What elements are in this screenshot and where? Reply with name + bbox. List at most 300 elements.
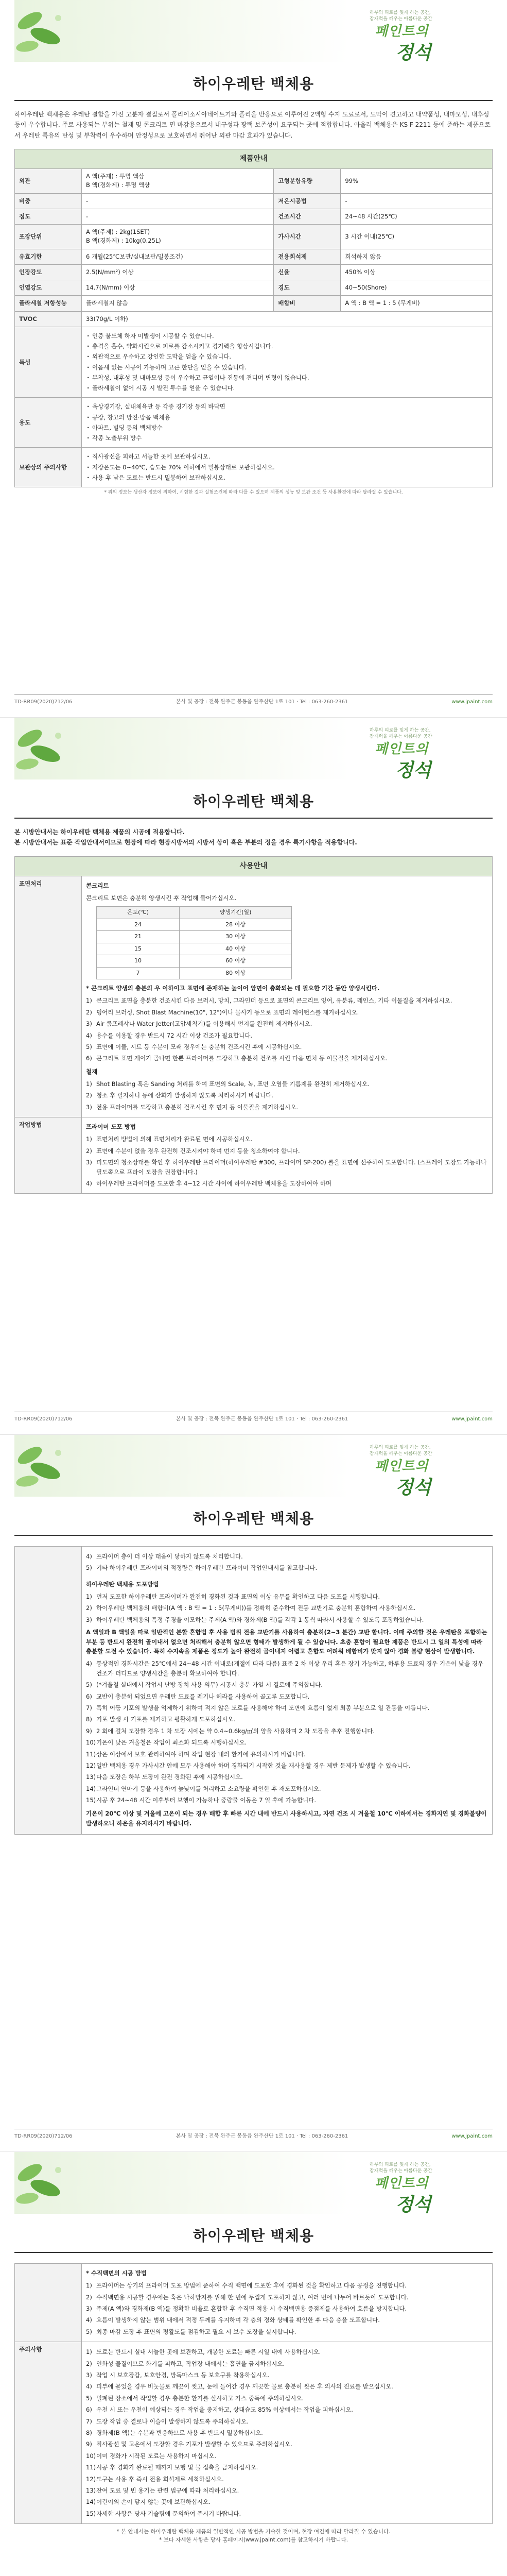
item-text: 도구는 사용 후 즉시 전용 희석제로 세척하십시오. [96, 2475, 224, 2483]
list-item [86, 2304, 488, 2313]
feature-cell [82, 327, 493, 398]
item-number: 14) [86, 1785, 96, 1792]
caution-cell [82, 2342, 493, 2524]
item-number: 11) [86, 2464, 96, 2471]
brand-taglines [370, 728, 432, 740]
table-row [15, 327, 493, 398]
item-number: 1) [86, 2348, 92, 2356]
list-item [86, 2293, 488, 2302]
list-item [86, 1031, 488, 1040]
table-row [15, 2264, 493, 2342]
item-text: 하이우레탄 프라이머를 도포한 후 4~12 시간 사이에 하이우레탄 백체용을 도장하여야 하며 [96, 1179, 331, 1187]
item-number: 8) [86, 2429, 92, 2436]
item-number: 2) [86, 1147, 92, 1155]
tagline-1: 하루의 피로를 잊게 하는 공간, [370, 2162, 431, 2167]
list-item [86, 1761, 488, 1770]
curing-days: 30 이상 [180, 931, 292, 943]
page-footer [14, 2129, 493, 2140]
curing-days: 28 이상 [180, 919, 292, 931]
item-text: 통상적인 경화시간은 25℃에서 24~48 시간 이내로(계절에 따라 다름) 표준 2 차 이상 우리 혹은 장기 가능하고, 하루용 도료의 경우 기온이 낮을 경우 건조가 더디므로 양생시간을 충분히 확보하여야 합니다. [96, 1660, 483, 1677]
tagline-1: 하루의 피로를 잊게 하는 공간, [370, 728, 431, 733]
vertical-method-title: * 수직백면의 시공 방법 [86, 2269, 147, 2277]
header-banner [14, 1435, 493, 1497]
header-banner [14, 0, 493, 62]
footer-code: TD-RR09(2020)712/06 [14, 2133, 73, 2139]
list-item: · 부착성, 내후성 및 내마모성 등이 우수하고 균열이나 진동에 견디며 변형이 없습니다. [86, 374, 488, 382]
curing-temp: 7 [97, 967, 180, 979]
brand-logo [375, 2174, 431, 2214]
list-item [86, 2486, 488, 2495]
vertical-method-cell [82, 2264, 493, 2342]
table-row [97, 931, 292, 943]
item-number: 1) [86, 1593, 92, 1601]
footer-code: TD-RR09(2020)712/06 [14, 699, 73, 705]
feature-label: 특성 [15, 327, 82, 398]
item-number: 12) [86, 1761, 96, 1769]
coat-steps [86, 1592, 488, 1624]
document-title: 하이우레탄 백체용 [14, 791, 493, 819]
final-notes [14, 2528, 493, 2545]
list-item [86, 1079, 488, 1089]
list-item [86, 1680, 488, 1689]
table-row [15, 225, 493, 249]
item-text: 작업 시 보호장갑, 보호안경, 방독마스크 등 보호구를 착용하십시오. [96, 2371, 270, 2379]
item-text: 먼저 도포한 하이우레탄 프라이머가 완전히 경화된 것과 표면의 이상 유무를 확인하고 다음 도포를 시행합니다. [96, 1593, 380, 1601]
tagline-1: 하루의 피로를 잊게 하는 공간, [370, 10, 431, 15]
item-number: 3) [86, 1020, 92, 1028]
spec-label: 건조시간 [274, 209, 341, 224]
page-1 [0, 0, 507, 717]
list-item: · 저장온도는 0~40℃, 습도는 70% 이하에서 밀봉상태로 보관하십시오. [86, 463, 488, 472]
primer-steps [86, 1134, 488, 1188]
list-item: · 이음새 없는 시공이 가능하며 고른 한단을 얻을 수 있습니다. [86, 363, 488, 372]
item-number: 3) [86, 2305, 92, 2313]
item-text: 직사광선 및 고온에서 도장할 경우 기포가 발생할 수 있으므로 주의하십시오. [96, 2441, 292, 2448]
tagline-2: 잠재력을 깨우는 아름다운 공간 [370, 2168, 432, 2174]
item-number: 10) [86, 1739, 96, 1747]
table-row [15, 1547, 493, 1835]
item-number: 15) [86, 1797, 96, 1804]
spec-label: 외관 [15, 169, 82, 194]
item-number: 12) [86, 2475, 96, 2483]
item-number: 6) [86, 1692, 92, 1700]
curing-temp: 15 [97, 943, 180, 955]
item-number: 2) [86, 1604, 92, 1612]
list-item [86, 1146, 488, 1156]
item-text: (*겨울철 실내에서 작업시 난방 장치 사용 의무) 시공시 충분 가열 시 결로에 주의합니다. [96, 1681, 323, 1689]
table-row [97, 943, 292, 955]
list-item [86, 1008, 488, 1017]
item-text: 프라이머 층이 더 이상 태움이 닿하지 않도록 처리합니다. [96, 1553, 243, 1560]
work-method-cell [82, 1117, 493, 1194]
spec-value: 99% [341, 169, 493, 194]
item-text: 밀폐된 장소에서 작업할 경우 충분한 환기를 실시하고 가스 중독에 주의하십시오. [96, 2394, 304, 2402]
table-row [15, 448, 493, 487]
spec-label: 고형분함유량 [274, 169, 341, 194]
coat-steps-2 [86, 1659, 488, 1759]
item-text: 특히 어둠 기포의 발생을 억제하기 위하여 적지 않은 도료를 사용해야 하며 도면에 흐름이 없게 최종 부분으로 일 관통을 이룹니다. [96, 1704, 430, 1711]
tvoc-label: TVOC [15, 311, 82, 327]
item-text: 프라이머는 상기의 프라이머 도포 방법에 준하여 수직 백면에 도포한 후에 경화된 것을 확인하고 다음 공정을 진행합니다. [96, 2282, 407, 2290]
list-item [86, 2370, 488, 2380]
spec-label: 신율 [274, 264, 341, 280]
curing-head-days: 양생기간(일) [180, 907, 292, 919]
item-number: 4) [86, 1660, 92, 1668]
item-number: 13) [86, 1773, 96, 1781]
item-text: 콘크리트 표면 게이가 골나면 한뿐 프라이머를 도장하고 충분히 건조를 시킨 다음 면처 등 이물질을 제거하십시오. [96, 1055, 388, 1062]
spec-value: 2.5(N/mm²) 이상 [82, 264, 274, 280]
list-item [86, 1692, 488, 1701]
tagline-2: 잠재력을 깨우는 아름다운 공간 [370, 16, 432, 22]
document-title: 하이우레탄 백체용 [14, 73, 493, 101]
item-text: Shot Blasting 혹은 Sanding 처리를 하여 표면의 Scale, 녹, 표면 오염물 기름제를 완전히 제거하십시오. [96, 1080, 370, 1088]
item-text: 피도면의 청소상태를 확인 후 하이우레탄 프라이머(하이우레탄 #300, 프라이머 SP-200) 롤을 표면에 선주하여 도포합니다. (스프레이 도장도 가능하나 필도쪽으로 프라이 도장을 권장합니다.) [96, 1159, 487, 1176]
spec-value: 450% 이상 [341, 264, 493, 280]
spec-label: 인장강도 [15, 264, 82, 280]
spec-value: 40~50(Shore) [341, 280, 493, 296]
item-text: 하이우레탄 백체용의 특정 주경을 이모하는 주제(A 액)와 경화제(B 액)를 각각 1 통씩 따라서 사용할 수 있도록 포장하였습니다. [96, 1616, 424, 1623]
feature-list [86, 332, 488, 393]
footer-url[interactable]: www.jpaint.com [451, 699, 493, 705]
item-number: 5) [86, 1681, 92, 1689]
page-2 [0, 717, 507, 1434]
footer-url[interactable]: www.jpaint.com [451, 1416, 493, 1422]
list-item: · 공장, 창고의 방진·방음 백체용 [86, 413, 488, 422]
curing-temp: 24 [97, 919, 180, 931]
item-text: Air 콤프레샤나 Water Jetter(고압세척기)를 이용해서 먼지를 완전히 제거하십시오. [96, 1020, 312, 1028]
item-text: 덩어리 브러싱, Shot Blast Machine(10", 12")이나 물사기 등으로 표면의 레이턴스를 제거하십시오. [96, 1008, 359, 1016]
item-text: 기온이 낮은 겨울철은 작업이 최소화 되도록 시행하십시오. [96, 1739, 247, 1747]
leaf-decoration-icon [14, 1435, 76, 1497]
storage-list [86, 452, 488, 482]
item-number: 3) [86, 2371, 92, 2379]
list-item [86, 1042, 488, 1052]
list-item [86, 2359, 488, 2368]
brand-taglines [370, 10, 432, 22]
item-number: 5) [86, 2328, 92, 2335]
item-number: 11) [86, 1750, 96, 1758]
table-row [97, 967, 292, 979]
item-number: 6) [86, 2406, 92, 2414]
item-number: 13) [86, 2486, 96, 2494]
caution-steps [86, 2347, 488, 2518]
logo-line-1: 페인트의 [375, 1459, 429, 1474]
logo-line-2: 정석 [395, 1477, 431, 1497]
list-item [86, 1091, 488, 1100]
leaf-decoration-icon [14, 0, 76, 62]
table-row [15, 280, 493, 296]
item-number: 3) [86, 1103, 92, 1111]
list-item [86, 1158, 488, 1177]
list-item [86, 1772, 488, 1782]
list-item [86, 2428, 488, 2437]
coat-steps-3 [86, 1761, 488, 1805]
footer-address: 본사 및 공장 : 전북 완주군 봉동읍 완주산단 1로 101 · Tel : 063-260-2361 [176, 2133, 348, 2139]
list-item [86, 1563, 488, 1572]
logo-line-2: 정석 [395, 42, 431, 62]
item-number: 4) [86, 1553, 92, 1560]
usage-table-wrap [14, 856, 493, 1194]
logo-line-1: 페인트의 [375, 2176, 429, 2191]
item-text: 도장 작업 중 결로나 이슬이 발생하지 않도록 주의하십시오. [96, 2417, 249, 2425]
spec-value: 6 개월(25℃보관/실내보관/밀봉조건) [82, 249, 274, 264]
item-number: 4) [86, 1031, 92, 1039]
list-item [86, 1134, 488, 1144]
list-item [86, 2382, 488, 2391]
list-item [86, 2405, 488, 2414]
header-banner [14, 2152, 493, 2214]
item-text: 교반이 충분히 되었으면 우레탄 도료를 레기나 헤라를 사용하여 골고루 도포합니다. [96, 1692, 310, 1700]
surface-prep-cell [82, 876, 493, 1117]
spec-label: 비중 [15, 193, 82, 209]
item-text: 청소 후 필지하니 등에 산화가 발생하지 않도록 처리하시기 바랍니다. [96, 1092, 273, 1099]
item-text: 전용 프라이머를 도장하고 충분히 건조시킨 후 먼지 등 이물질을 제거하십시오. [96, 1103, 299, 1111]
logo-line-1: 페인트의 [375, 741, 429, 757]
item-text: 주제(A 액)와 경화제(B 액)를 정확한 비율로 혼합한 후 수직면 적용 시 수직백면용 증점제를 사용하여 흐름을 방지합니다. [96, 2305, 407, 2313]
continued-table [14, 1546, 493, 1835]
curing-head-temp: 온도(℃) [97, 907, 180, 919]
p4-table [14, 2263, 493, 2524]
item-number: 2) [86, 2293, 92, 2301]
list-item [86, 2439, 488, 2449]
list-item [86, 1795, 488, 1805]
item-number: 2) [86, 1092, 92, 1099]
item-number: 4) [86, 2383, 92, 2391]
item-text: 잔여 도료 및 빈 용기는 관련 법규에 따라 처리하십시오. [96, 2486, 239, 2494]
table-row [15, 193, 493, 209]
item-text: 표면에 이물, 시트 등 수분이 모래 경우에는 충분히 건조시킨 후에 시공하십시오. [96, 1043, 302, 1050]
list-item [86, 1615, 488, 1624]
list-item [86, 2463, 488, 2472]
spec-value: A 액(주제) : 2kg(1SET) B 액(경화제) : 10kg(0.25L) [82, 225, 274, 249]
continued-cell [82, 1547, 493, 1835]
spec-label: 인열강도 [15, 280, 82, 296]
storage-cell [82, 448, 493, 487]
footer-url[interactable]: www.jpaint.com [451, 2133, 493, 2139]
concrete-intro: 콘크리트 보면은 충분히 양생시킨 후 작업해 들어가십시오. [86, 894, 237, 902]
table-row [15, 876, 493, 1117]
table-row [97, 919, 292, 931]
list-item: · 사용 후 남은 도료는 반드시 밀봉하여 보관하십시오. [86, 473, 488, 482]
continued-label-cell [15, 1547, 82, 1835]
usage-cell [82, 398, 493, 448]
page-4 [0, 2151, 507, 2576]
list-item: · 옥상경기장, 실내체육관 등 각종 경기장 등의 바닥면 [86, 402, 488, 411]
spec-table-wrap [14, 149, 493, 497]
item-number: 9) [86, 2441, 92, 2448]
item-text: 상온 이상에서 보호 관리하여야 하며 작업 현장 내의 환기에 유의하시기 바랍니다. [96, 1750, 306, 1758]
list-item [86, 2497, 488, 2506]
list-item: · 각종 노출부위 방수 [86, 434, 488, 443]
item-text: 시공 후 24~48 시간 이후부터 보행이 가능하나 중량물 이동은 7 일 후에 가능합니다. [96, 1797, 317, 1804]
spec-label: 플라세칠 저항성능 [15, 296, 82, 311]
list-item: · 직사광선을 피하고 서늘한 곳에 보관하십시오. [86, 452, 488, 461]
item-text: 수직백면용 시공할 경우에는 혹은 낙하방지를 위해 한 번에 두껍게 도포하지 않고, 여러 번에 나누어 바르듯이 도포합니다. [96, 2293, 409, 2301]
spec-label: 전용희석제 [274, 249, 341, 264]
header-banner [14, 718, 493, 779]
page-footer [14, 1412, 493, 1423]
spec-value: A 액(주제) : 투명 액상 B 액(경화제) : 투명 액상 [82, 169, 274, 194]
p2-intro-line-2: 본 시방안내서는 표준 작업안내서이므로 현장에 따라 현장시방서의 시방서 상이 혹은 부분의 정을 경우 특기사항을 적용합니다. [14, 839, 357, 846]
list-item [86, 1103, 488, 1112]
p2-intro-line-1: 본 시방안내서는 하이우레탄 백체용 제품의 시공에 적용합니다. [14, 828, 185, 836]
item-text: 그라인더 연마기 등을 사용하여 높낮이를 처리하고 소요량을 확인한 후 재도포하십시오. [96, 1785, 321, 1792]
list-item [86, 2281, 488, 2290]
page-3 [0, 1434, 507, 2151]
item-number: 2) [86, 2360, 92, 2367]
spec-label: 유효기한 [15, 249, 82, 264]
page-footer [14, 694, 493, 706]
item-number: 15) [86, 2510, 96, 2517]
usage-label: 용도 [15, 398, 82, 448]
brand-taglines [370, 1445, 432, 1457]
spec-label: 포장단위 [15, 225, 82, 249]
final-note-1: * 본 안내서는 하이우레탄 백체용 제품의 일반적인 시공 방법을 기술한 것이며, 현장 여건에 따라 달라질 수 있습니다. [116, 2529, 391, 2535]
table-row [15, 296, 493, 311]
logo-line-2: 정석 [395, 759, 431, 779]
item-number: 1) [86, 1080, 92, 1088]
item-text: 기타 하이우레탄 프라이머의 적정량은 하이우레탄 프라이머 작업안내서를 참고합니다. [96, 1564, 318, 1572]
list-item [86, 2315, 488, 2325]
item-text: 흐름이 발생하지 않는 범위 내에서 적정 두께를 유지하며 각 층의 경화 상태를 확인한 후 다음 층을 도포합니다. [96, 2316, 380, 2324]
list-item [86, 1603, 488, 1613]
final-note-2: * 보다 자세한 사항은 당사 홈페이지(www.jpaint.com)를 참고하시기 바랍니다. [159, 2536, 348, 2543]
spec-table-caption: 제품안내 [14, 149, 493, 168]
tagline-2: 잠재력을 깨우는 아름다운 공간 [370, 734, 432, 739]
footer-address: 본사 및 공장 : 전북 완주군 봉동읍 완주산단 1로 101 · Tel : 063-260-2361 [176, 1416, 348, 1422]
list-item [86, 1703, 488, 1713]
concrete-title: 콘크리트 [86, 882, 109, 889]
usage-table-caption: 사용안내 [14, 856, 493, 876]
brand-logo [375, 739, 431, 779]
list-item [86, 1179, 488, 1188]
primer-title: 프라이머 도포 방법 [86, 1123, 136, 1131]
item-text: 표면처리 방법에 의해 표면처리가 완료된 면에 시공하십시오. [96, 1136, 253, 1143]
list-item [86, 1738, 488, 1747]
caution-label: 주의사항 [15, 2342, 82, 2524]
spec-disclaimer: * 위의 정보는 생산자 정보에 의하여, 시험한 결과 실험조건에 따라 다를 수 있으며 제품의 성능 및 보관 조건 등 사용환경에 따라 달라질 수 있습니다. [104, 490, 403, 496]
list-item [86, 1592, 488, 1601]
usage-list [86, 402, 488, 443]
item-number: 4) [86, 1179, 92, 1187]
spec-value: 플라세칠지 않음 [82, 296, 274, 311]
steel-steps [86, 1079, 488, 1112]
item-number: 5) [86, 2394, 92, 2402]
list-item [86, 1750, 488, 1759]
document-title: 하이우레탄 백체용 [14, 1508, 493, 1536]
item-number: 3) [86, 1616, 92, 1623]
item-number: 7) [86, 2417, 92, 2425]
item-number: 8) [86, 1716, 92, 1723]
table-row [15, 398, 493, 448]
spec-label: 가사시간 [274, 225, 341, 249]
item-text: 일반 백체용 경우 가사시간 안에 모두 사용해야 하며 경화되기 시작한 것을 재사용할 경우 제반 문제가 발생할 수 있습니다. [96, 1761, 411, 1769]
surface-prep-label: 표면처리 [15, 876, 82, 1117]
item-text: 자세한 사항은 당사 기술팀에 문의하여 주시기 바랍니다. [96, 2510, 241, 2517]
item-text: 하이우레탄 백체용의 배합비(A 액 : B 액 = 1 : 5(무게비))를 정확히 준수하여 전동 교반기로 충분히 혼합하여 사용하십시오. [96, 1604, 416, 1612]
list-item [86, 996, 488, 1005]
intro-paragraph: 하이우레탄 백체용은 우레탄 결합을 가진 고분자 결질로서 폴리이소시아네이트기와 폴리올 반응으로 이루어진 2액형 수지 도료로서, 도막이 견고하고 내약품성, 내마모성, 내후성 등이 우수합니다. 주로 사용되는 부위는 철재 및 콘크리트 면 마감용으로서 내구성과 광택 보존성이 요구되는 곳에 적합합니다. 아울러 백체용은 KS F 2211 등에 준하는 제품으로서 우레탄 특유의 탄성 및 부착력이 우수하며 안정성으로 보호하면서 뛰어난 외관 마감 효과가 있습니다. [14, 111, 491, 139]
spec-value: - [82, 193, 274, 209]
spec-value: 14.7(N/mm) 이상 [82, 280, 274, 296]
table-row [15, 264, 493, 280]
curing-temp: 21 [97, 931, 180, 943]
list-item [86, 1019, 488, 1028]
list-item [86, 1054, 488, 1063]
list-item: · 플라세칠이 없어 시공 시 발전 투수를 얻을 수 있습니다. [86, 384, 488, 393]
item-number: 6) [86, 1055, 92, 1062]
item-number: 7) [86, 1704, 92, 1711]
item-text: 표면에 수분이 없을 경우 완전히 건조시켜야 하며 먼지 등을 청소하여야 합니다. [96, 1147, 300, 1155]
item-text: 기포 발생 시 기포를 제거하고 평활하게 도포하십시오. [96, 1716, 235, 1723]
spec-label: 저온시공법 [274, 193, 341, 209]
item-text: 용수를 이용할 경우 반드시 72 시간 이상 건조가 필요합니다. [96, 1031, 253, 1039]
table-row [97, 907, 292, 919]
list-item [86, 1784, 488, 1793]
item-text: 도료는 반드시 실내 서늘한 곳에 보관하고, 개봉한 도료는 빠른 시일 내에 사용하십시오. [96, 2348, 321, 2356]
table-row [15, 1117, 493, 1194]
tagline-2: 잠재력을 깨우는 아름다운 공간 [370, 1451, 432, 1456]
p4-table-wrap [14, 2263, 493, 2545]
item-number: 1) [86, 997, 92, 1005]
item-number: 1) [86, 1136, 92, 1143]
footer-address: 본사 및 공장 : 전북 완주군 봉동읍 완주산단 1로 101 · Tel : 063-260-2361 [176, 699, 348, 705]
table-row [15, 311, 493, 327]
mix-note: A 액일과 B 액일을 따로 일반적인 분할 혼합법 후 사용 범위 전용 교반기를 사용하여 충분히(2~3 분간) 교반 합니다. 이때 주의할 것은 우레탄을 포함하는 부분 등 반드시 완전히 골이내서 없으면 처리해서 충분히 않으면 형태가 발생하게 될 수 있습니다. 초충 혼합이 필요한 제품은 반드시 그 일의 특성에 따라 충분할 도전 수 있습니다. 특히 수지속을 제품은 정도가 높아 완전히 골이내지 어렵고 혼합도 어려워 배합비가 맞지 않아 경화 불량 현상이 발생합니다. [86, 1629, 487, 1655]
list-item [86, 1715, 488, 1724]
list-item [86, 2417, 488, 2426]
list-item: · 외관적으로 우수하고 강인한 도막을 얻을 수 있습니다. [86, 352, 488, 361]
item-text: 이미 경화가 시작된 도료는 사용하지 마십시오. [96, 2452, 217, 2460]
curing-days: 80 이상 [180, 967, 292, 979]
lead-steps [86, 1552, 488, 1573]
spec-value: - [341, 193, 493, 209]
item-number: 4) [86, 2316, 92, 2324]
logo-line-1: 페인트의 [375, 24, 429, 39]
curing-temp: 10 [97, 955, 180, 968]
list-item [86, 1659, 488, 1678]
p4-label-cell [15, 2264, 82, 2342]
spec-label: 점도 [15, 209, 82, 224]
item-text: 인화성 물질이므로 화기를 피하고, 작업장 내에서는 흡연을 금지하십시오. [96, 2360, 285, 2367]
leaf-decoration-icon [14, 718, 76, 779]
list-item: · 인증 불도체 하자 미발생이 시공할 수 있습니다. [86, 332, 488, 341]
curing-table [96, 906, 292, 979]
item-number: 2) [86, 1008, 92, 1016]
work-method-label: 작업방법 [15, 1117, 82, 1194]
list-item [86, 2347, 488, 2357]
logo-line-2: 정석 [395, 2194, 431, 2214]
curing-days: 40 이상 [180, 943, 292, 955]
list-item: · 아파트, 빌딩 등의 백체방수 [86, 423, 488, 432]
temperature-warning: 기온이 20℃ 이상 및 겨울에 고온이 되는 경우 배합 후 빠른 시간 내에 반드시 사용하시고, 자연 건조 시 겨울철 10℃ 이하에서는 경화지연 및 경화불량이 발생하오니 하온을 유지하시기 바랍니다. [86, 1810, 487, 1827]
tvoc-value: 33(70g/L 이하) [82, 311, 493, 327]
concrete-note: * 콘크리트 양생의 충분의 우 이하이고 표면에 존재하는 높이어 암면이 충화되는 데 필요한 기간 동안 양생시킨다. [86, 985, 380, 992]
coat-title: 하이우레탄 백체용 도포방법 [86, 1580, 159, 1588]
spec-value: 24~48 시간(25℃) [341, 209, 493, 224]
item-text: 피부에 묻었을 경우 비눗물로 깨끗이 씻고, 눈에 들어간 경우 깨끗한 물로 충분히 씻은 후 의사의 진료를 받으십시오. [96, 2383, 393, 2391]
curing-days: 60 이상 [180, 955, 292, 968]
item-number: 5) [86, 1043, 92, 1050]
brand-logo [375, 22, 431, 62]
document-title: 하이우레탄 백체용 [14, 2225, 493, 2253]
list-item [86, 1726, 488, 1736]
table-row [15, 2342, 493, 2524]
spec-value: A 액 : B 액 = 1 : 5 (무게비) [341, 296, 493, 311]
table-row [15, 169, 493, 194]
item-text: 경화제(B 액)는 수분과 반응하므로 사용 후 반드시 밀봉하십시오. [96, 2429, 263, 2436]
item-number: 5) [86, 1564, 92, 1572]
